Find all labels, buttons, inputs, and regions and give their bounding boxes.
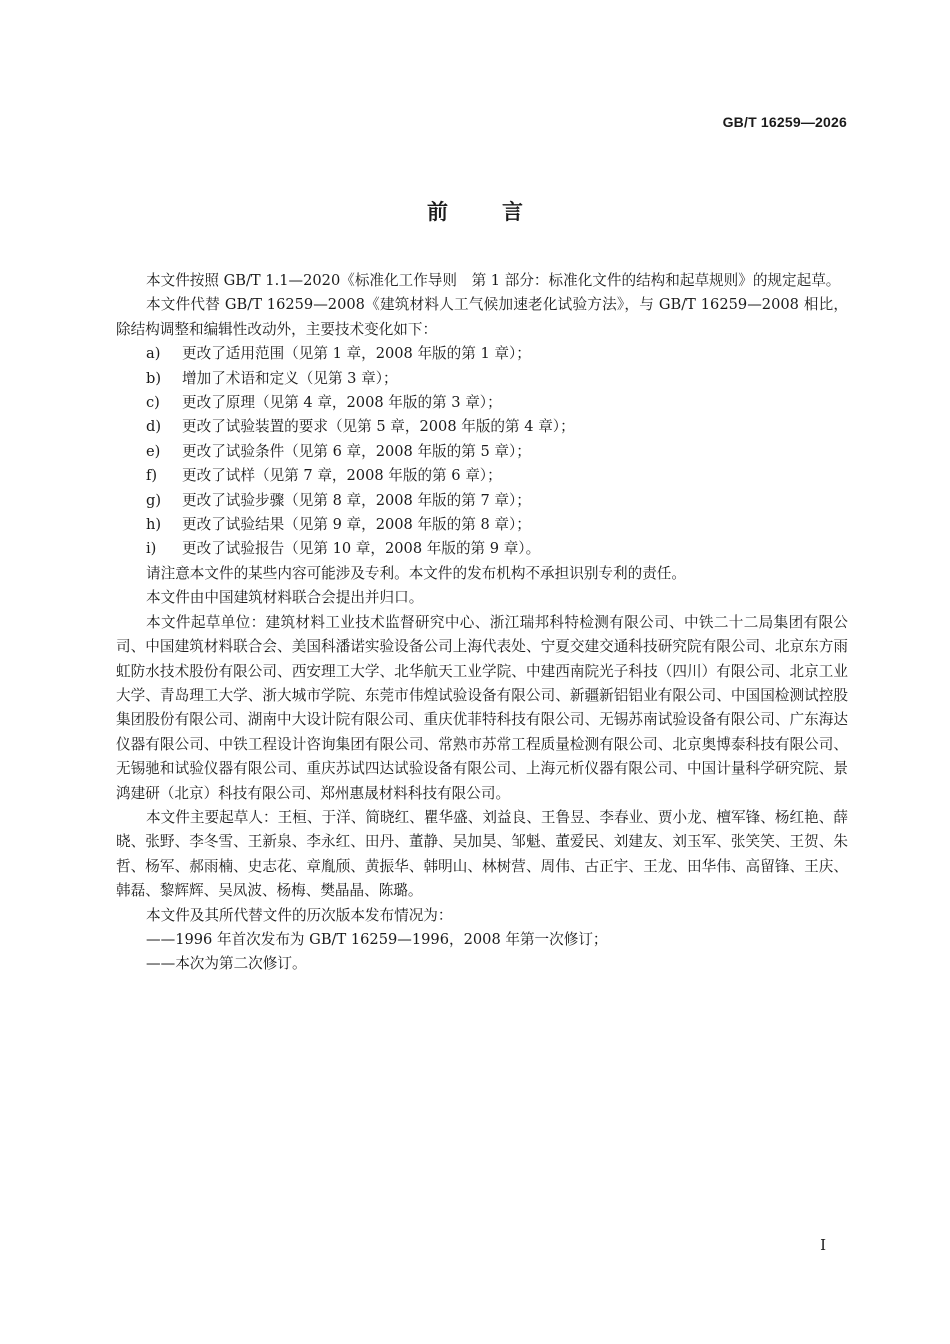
change-text: 更改了试验结果（见第 9 章，2008 年版的第 8 章）； (182, 516, 531, 534)
change-mark: e) (146, 442, 161, 460)
history-intro-paragraph: 本文件及其所代替文件的历次版本发布情况为： (146, 906, 453, 924)
change-mark: i) (146, 540, 157, 558)
change-mark: a) (146, 345, 161, 363)
replacement-paragraph: 本文件代替 GB/T 16259—2008《建筑材料人工气候加速老化试验方法》，与 GB/T 16259—2008 相比，除结构调整和编辑性改动外，主要技术变化如下： (116, 296, 848, 338)
change-text: 更改了试验装置的要求（见第 5 章，2008 年版的第 4 章）； (182, 418, 575, 436)
proposer-paragraph: 本文件由中国建筑材料联合会提出并归口。 (146, 589, 424, 607)
change-text: 更改了原理（见第 4 章，2008 年版的第 3 章）； (182, 394, 502, 412)
history-item: ——本次为第二次修订。 (146, 955, 307, 973)
change-mark: f) (146, 467, 158, 485)
change-item (116, 391, 848, 415)
drafting-rules-paragraph: 本文件按照 GB/T 1.1—2020《标准化工作导则 第 1 部分：标准化文件的结构和起草规则》的规定起草。 (146, 272, 841, 289)
change-mark: b) (146, 369, 162, 387)
standard-code: GB/T 16259—2026 (722, 114, 847, 130)
drafting-units-paragraph: 本文件起草单位：建筑材料工业技术监督研究中心、浙江瑞邦科特检测有限公司、中铁二十二局集团有限公司、中国建筑材料联合会、美国科潘诺实验设备公司上海代表处、宁夏交建交通科技研究院有限公司、北京东方雨虹防水技术股份有限公司、西安理工大学、北华航天工业学院、中建西南院光子科技（四川）有限公司、北京工业大学、青岛理工大学、浙大城市学院、东莞市伟煌试验设备有限公司、新疆新铝铝业有限公司、中国国检测试控股集团股份有限公司、湖南中大设计院有限公司、重庆优菲特科技有限公司、无锡苏南试验设备有限公司、广东海达仪器有限公司、中铁工程设计咨询集团有限公司、常熟市苏常工程质量检测有限公司、北京奥博泰科技有限公司、无锡驰和试验仪器有限公司、重庆苏试四达试验设备有限公司、上海元析仪器有限公司、中国计量科学研究院、景鸿建研（北京）科技有限公司、郑州惠晟材料科技有限公司。 (116, 613, 848, 802)
change-mark: d) (146, 418, 162, 436)
change-item (116, 489, 848, 513)
change-text: 更改了试验步骤（见第 8 章，2008 年版的第 7 章）； (182, 491, 531, 509)
change-text: 更改了试验报告（见第 10 章，2008 年版的第 9 章）。 (182, 540, 541, 558)
change-text: 更改了适用范围（见第 1 章，2008 年版的第 1 章）； (182, 345, 531, 363)
change-item (116, 415, 848, 439)
change-item (116, 342, 848, 366)
page-title (0, 196, 950, 226)
title-char-2: 言 (502, 200, 523, 224)
change-mark: h) (146, 516, 162, 534)
history-item: ——1996 年首次发布为 GB/T 16259—1996，2008 年第一次修订； (146, 930, 608, 948)
change-text: 更改了试验条件（见第 6 章，2008 年版的第 5 章）； (182, 442, 531, 460)
change-item (116, 367, 848, 391)
foreword-body (116, 269, 848, 977)
change-item (116, 440, 848, 464)
change-item (116, 537, 848, 561)
change-mark: g) (146, 491, 162, 509)
change-item (116, 464, 848, 488)
change-text: 更改了试样（见第 7 章，2008 年版的第 6 章）； (182, 467, 502, 485)
title-char-1: 前 (427, 200, 448, 224)
change-mark: c) (146, 394, 160, 412)
drafters-paragraph: 本文件主要起草人：王桓、于洋、简晓红、瞿华盛、刘益良、王鲁昱、李春业、贾小龙、檀军锋、杨红艳、薛晓、张野、李冬雪、王新泉、李永红、田丹、董静、吴加昊、邹魁、董爱民、刘建友、刘玉军、张笑笑、王贺、朱哲、杨军、郝雨楠、史志花、章胤颀、黄振华、韩明山、林树营、周伟、古正宇、王龙、田华伟、高留锋、王庆、韩磊、黎辉辉、吴凤波、杨梅、樊晶晶、陈璐。 (116, 808, 848, 900)
change-text: 增加了术语和定义（见第 3 章）； (182, 369, 398, 387)
change-item (116, 513, 848, 537)
patent-notice-paragraph: 请注意本文件的某些内容可能涉及专利。本文件的发布机构不承担识别专利的责任。 (146, 564, 686, 582)
page-number: I (820, 1236, 826, 1254)
